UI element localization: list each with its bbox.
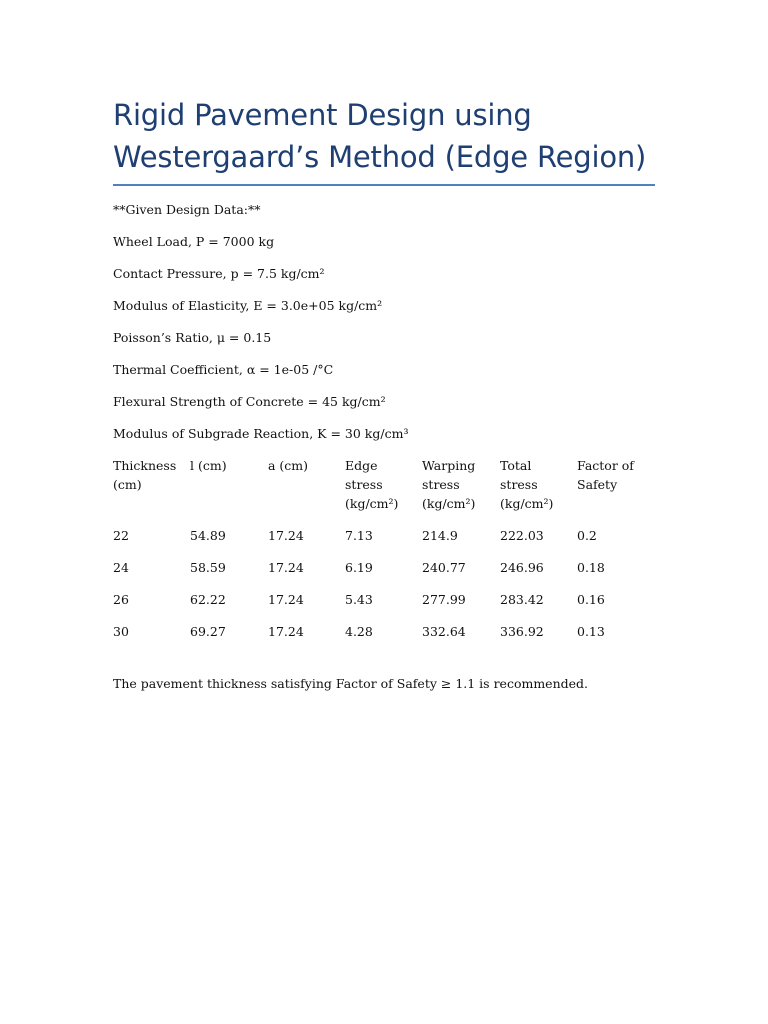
header-edge-stress: Edge stress (kg/cm²)	[345, 458, 399, 511]
cell-l: 54.89	[190, 528, 226, 543]
cell-warping-stress: 214.9	[422, 528, 458, 543]
cell-l: 58.59	[190, 560, 226, 575]
cell-l: 69.27	[190, 624, 226, 639]
given-data-heading: **Given Design Data:**	[113, 202, 261, 217]
cell-a: 17.24	[268, 624, 304, 639]
cell-a: 17.24	[268, 592, 304, 607]
header-thickness: Thickness (cm)	[113, 458, 177, 492]
header-a: a (cm)	[268, 458, 309, 473]
cell-a: 17.24	[268, 560, 304, 575]
cell-thickness: 24	[113, 560, 129, 575]
header-factor-of-safety: Factor of Safety	[577, 458, 634, 492]
contact-pressure-line: Contact Pressure, p = 7.5 kg/cm²	[113, 266, 325, 281]
cell-total-stress: 246.96	[500, 560, 544, 575]
table-row	[113, 622, 654, 654]
cell-edge-stress: 6.19	[345, 560, 373, 575]
document-title	[113, 94, 655, 178]
cell-total-stress: 283.42	[500, 592, 544, 607]
table-row	[113, 590, 654, 622]
thermal-coefficient-line: Thermal Coefficient, α = 1e-05 /°C	[113, 362, 334, 377]
cell-edge-stress: 7.13	[345, 528, 373, 543]
cell-a: 17.24	[268, 528, 304, 543]
cell-warping-stress: 277.99	[422, 592, 466, 607]
cell-factor-of-safety: 0.2	[577, 528, 597, 543]
cell-warping-stress: 240.77	[422, 560, 466, 575]
poisson-ratio-line: Poisson’s Ratio, μ = 0.15	[113, 330, 272, 345]
cell-factor-of-safety: 0.18	[577, 560, 605, 575]
cell-total-stress: 222.03	[500, 528, 544, 543]
cell-total-stress: 336.92	[500, 624, 544, 639]
table-row	[113, 558, 654, 590]
cell-edge-stress: 4.28	[345, 624, 373, 639]
header-warping-stress: Warping stress (kg/cm²)	[422, 458, 476, 511]
wheel-load-line: Wheel Load, P = 7000 kg	[113, 234, 275, 249]
modulus-elasticity-line: Modulus of Elasticity, E = 3.0e+05 kg/cm²	[113, 298, 383, 313]
subgrade-reaction-line: Modulus of Subgrade Reaction, K = 30 kg/cm³	[113, 426, 409, 441]
conclusion-text: The pavement thickness satisfying Factor of Safety ≥ 1.1 is recommended.	[113, 676, 588, 691]
title-line-2: Westergaard’s Method (Edge Region)	[113, 140, 647, 174]
table-header-row	[113, 456, 654, 526]
cell-factor-of-safety: 0.16	[577, 592, 605, 607]
header-l: l (cm)	[190, 458, 227, 473]
flexural-strength-line: Flexural Strength of Concrete = 45 kg/cm²	[113, 394, 386, 409]
cell-thickness: 26	[113, 592, 129, 607]
title-underline	[113, 184, 655, 186]
design-results-table	[113, 456, 654, 654]
cell-thickness: 22	[113, 528, 129, 543]
table-row	[113, 526, 654, 558]
header-total-stress: Total stress (kg/cm²)	[500, 458, 554, 511]
document-page	[113, 94, 655, 691]
cell-l: 62.22	[190, 592, 226, 607]
title-line-1: Rigid Pavement Design using	[113, 98, 532, 132]
cell-thickness: 30	[113, 624, 129, 639]
cell-warping-stress: 332.64	[422, 624, 466, 639]
cell-edge-stress: 5.43	[345, 592, 373, 607]
cell-factor-of-safety: 0.13	[577, 624, 605, 639]
